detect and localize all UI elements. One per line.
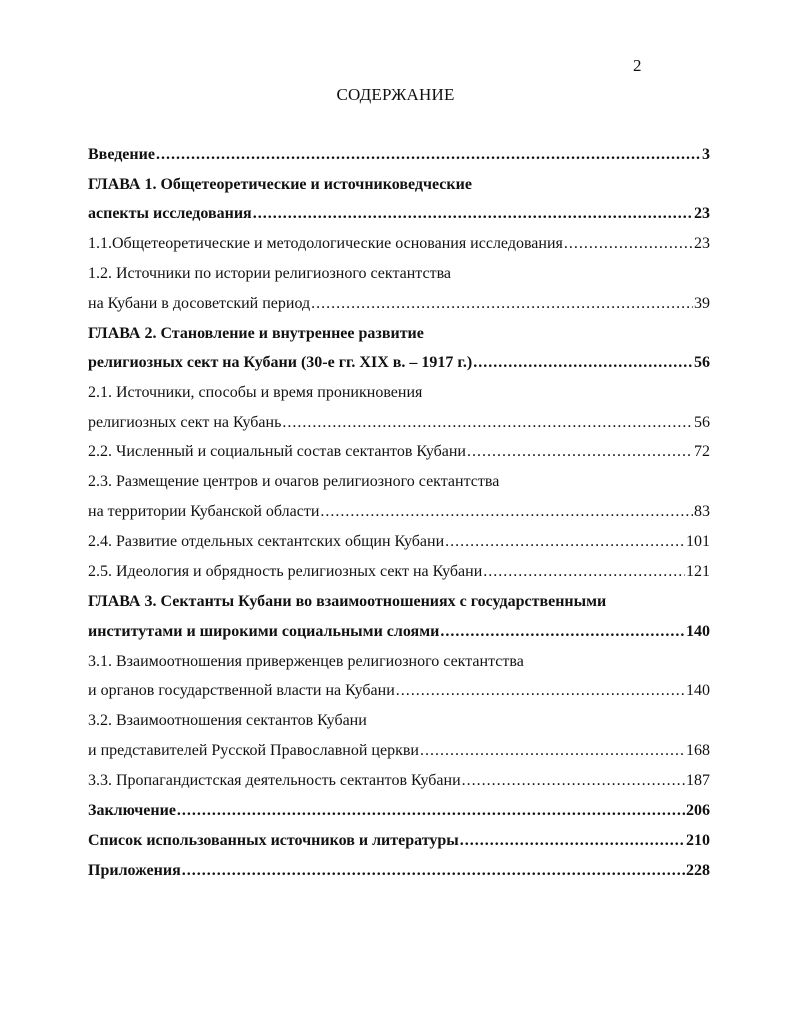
toc-entry-2-3-cont xyxy=(88,500,710,524)
toc-entry-2-1-cont xyxy=(88,411,710,435)
toc-entry-title: и представителей Русской Православной церкви xyxy=(88,742,419,759)
leader-dots xyxy=(282,411,693,435)
toc-entry-page: 140 xyxy=(686,682,710,699)
toc-entry-page: 3 xyxy=(702,146,710,163)
toc-entry-chapter-3 xyxy=(88,590,710,614)
leader-dots xyxy=(483,560,685,584)
toc-entry-chapter-1-cont xyxy=(88,202,710,226)
toc-entry-page: 140 xyxy=(686,623,710,640)
toc-entry-title: ГЛАВА 3. Сектанты Кубани во взаимоотношениях с государственными xyxy=(88,593,607,610)
toc-entry-page: 168 xyxy=(686,742,710,759)
toc-entry-chapter-2 xyxy=(88,322,710,346)
toc-entry-title: 2.3. Размещение центров и очагов религиозного сектантства xyxy=(88,473,500,490)
toc-entry-1-2 xyxy=(88,262,710,286)
toc-entry-appendices xyxy=(88,859,710,883)
page-number: 2 xyxy=(633,56,642,75)
leader-dots xyxy=(182,859,685,883)
toc-entry-page: 23 xyxy=(694,205,710,222)
toc-entry-page: 228 xyxy=(686,862,710,879)
toc-entry-page: 206 xyxy=(686,802,710,819)
toc-entry-title: аспекты исследования xyxy=(88,205,252,222)
leader-dots xyxy=(396,679,685,703)
leader-dots xyxy=(320,500,693,524)
toc-entry-page: 187 xyxy=(686,772,710,789)
toc-entry-2-2 xyxy=(88,440,710,464)
leader-dots xyxy=(311,292,693,316)
toc-entry-1-2-cont xyxy=(88,292,710,316)
toc-entry-title: Введение xyxy=(88,146,155,163)
toc-entry-title: 2.5. Идеология и обрядность религиозных сект на Кубани xyxy=(88,563,483,580)
leader-dots xyxy=(445,530,685,554)
leader-dots xyxy=(440,620,685,644)
toc-entry-title: 1.2. Источники по истории религиозного сектантства xyxy=(88,265,452,282)
toc-entry-title: и органов государственной власти на Кубани xyxy=(88,682,395,699)
leader-dots xyxy=(462,769,685,793)
toc-entry-bibliography xyxy=(88,829,710,853)
leader-dots xyxy=(156,143,701,167)
toc-entry-1-1 xyxy=(88,232,710,256)
toc-entry-2-4 xyxy=(88,530,710,554)
toc-entry-page: 56 xyxy=(694,354,710,371)
toc-entry-title: Список использованных источников и литературы xyxy=(88,832,459,849)
toc-entry-title: институтами и широкими социальными слоями xyxy=(88,623,440,640)
toc-entry-3-2-cont xyxy=(88,739,710,763)
toc-entry-title: 3.3. Пропагандистская деятельность сектантов Кубани xyxy=(88,772,461,789)
leader-dots xyxy=(460,829,685,853)
toc-entry-3-2 xyxy=(88,709,710,733)
toc-entry-3-3 xyxy=(88,769,710,793)
toc-entry-page: 210 xyxy=(686,832,710,849)
toc-entry-chapter-2-cont xyxy=(88,351,710,375)
toc-entry-title: 2.1. Источники, способы и время проникновения xyxy=(88,384,423,401)
toc-entry-title: 1.1.Общетеоретические и методологические основания исследования xyxy=(88,235,563,252)
toc-entry-page: 23 xyxy=(694,235,710,252)
toc-entry-2-3 xyxy=(88,470,710,494)
toc-entry-introduction xyxy=(88,143,710,167)
toc-entry-page: 39 xyxy=(694,295,710,312)
leader-dots xyxy=(473,351,693,375)
toc-entry-title: ГЛАВА 1. Общетеоретические и источниковедческие xyxy=(88,176,472,193)
toc-entry-title: Приложения xyxy=(88,862,181,879)
toc-entry-title: религиозных сект на Кубани (30-е гг. XIX в. – 1917 г.) xyxy=(88,354,473,371)
toc-entry-page: 72 xyxy=(694,443,710,460)
leader-dots xyxy=(564,232,693,256)
toc-entry-page: 101 xyxy=(686,533,710,550)
toc-entry-title: религиозных сект на Кубань xyxy=(88,414,282,431)
toc-entry-page: 56 xyxy=(694,414,710,431)
leader-dots xyxy=(177,799,685,823)
toc-entry-title: на Кубани в досоветский период xyxy=(88,295,311,312)
page-title: СОДЕРЖАНИЕ xyxy=(336,85,455,104)
toc-entry-chapter-3-cont xyxy=(88,620,710,644)
toc-entry-3-1-cont xyxy=(88,679,710,703)
toc-entry-page: 121 xyxy=(686,563,710,580)
toc-entry-title: на территории Кубанской области xyxy=(88,503,320,520)
leader-dots xyxy=(420,739,685,763)
toc-entry-title: 2.4. Развитие отдельных сектантских общин Кубани xyxy=(88,533,445,550)
toc-entry-2-5 xyxy=(88,560,710,584)
toc-entry-title: 3.1. Взаимоотношения приверженцев религиозного сектантства xyxy=(88,653,524,670)
toc-entry-conclusion xyxy=(88,799,710,823)
toc-entry-2-1 xyxy=(88,381,710,405)
toc-entry-title: ГЛАВА 2. Становление и внутреннее развитие xyxy=(88,325,424,342)
leader-dots xyxy=(253,202,693,226)
toc-entry-title: 2.2. Численный и социальный состав сектантов Кубани xyxy=(88,443,466,460)
toc-entry-title: 3.2. Взаимоотношения сектантов Кубани xyxy=(88,712,367,729)
toc-entry-3-1 xyxy=(88,650,710,674)
toc-entry-title: Заключение xyxy=(88,802,176,819)
toc-entry-page: 83 xyxy=(694,503,710,520)
toc-entry-chapter-1 xyxy=(88,173,710,197)
leader-dots xyxy=(467,440,693,464)
